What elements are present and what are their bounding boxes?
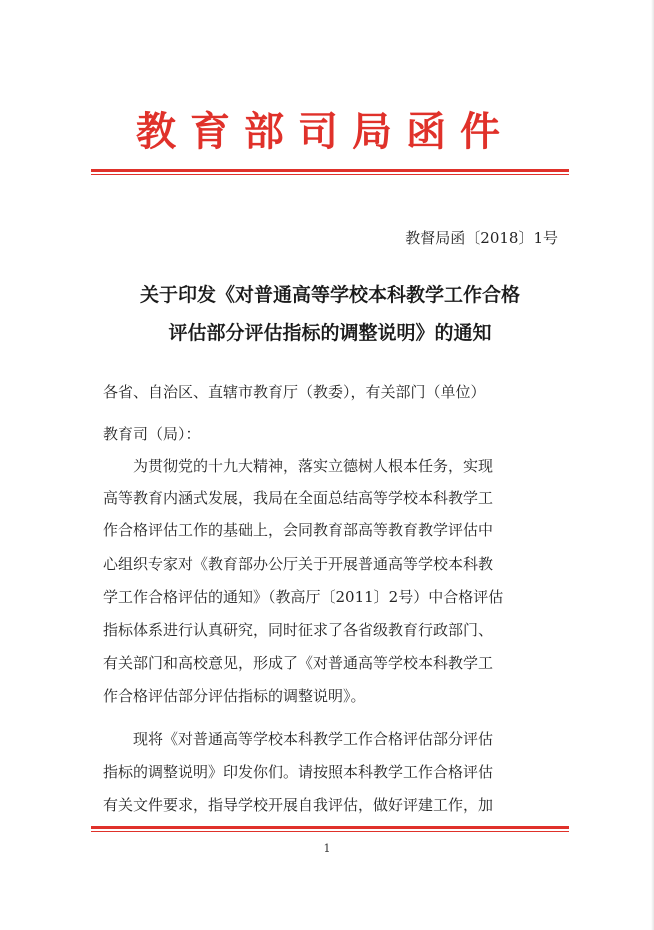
paragraph-1-line-4: 心组织专家对《教育部办公厅关于开展普通高等学校本科教 <box>103 555 494 573</box>
document-title <box>90 276 570 352</box>
paragraph-1-line-7: 有关部门和高校意见，形成了《对普通高等学校本科教学工 <box>103 654 494 672</box>
title-line-2: 评估部分评估指标的调整说明》的通知 <box>168 322 492 344</box>
document-number: 教督局函〔2018〕1号 <box>405 229 558 247</box>
letterhead-rule-thin <box>91 174 569 175</box>
page-number: 1 <box>323 842 331 855</box>
paragraph-1-line-8: 作合格评估部分评估指标的调整说明》。 <box>103 687 366 705</box>
title-line-1: 关于印发《对普通高等学校本科教学工作合格 <box>139 284 520 306</box>
footer-rule-thin <box>91 831 569 832</box>
paragraph-2-line-1: 现将《对普通高等学校本科教学工作合格评估部分评估 <box>133 730 494 748</box>
paragraph-1-line-2: 高等教育内涵式发展，我局在全面总结高等学校本科教学工 <box>103 489 494 507</box>
letterhead-rule-thick <box>91 169 569 172</box>
paragraph-1-line-5: 学工作合格评估的通知》（教高厅〔2011〕2号）中合格评估 <box>103 588 504 606</box>
paragraph-2-line-2: 指标的调整说明》印发你们。请按照本科教学工作合格评估 <box>103 763 494 781</box>
paragraph-1-line-3: 作合格评估工作的基础上，会同教育部高等教育教学评估中 <box>103 521 494 539</box>
footer-rule-thick <box>91 826 569 829</box>
paragraph-2-line-3: 有关文件要求，指导学校开展自我评估，做好评建工作，加 <box>103 796 494 814</box>
paragraph-1-line-6: 指标体系进行认真研究，同时征求了各省级教育行政部门、 <box>103 621 494 639</box>
addressee-line-1: 各省、自治区、直辖市教育厅（教委），有关部门（单位） <box>103 383 486 401</box>
letterhead-title: 教育部司局函件 <box>136 108 514 155</box>
paragraph-1-line-1: 为贯彻党的十九大精神，落实立德树人根本任务，实现 <box>133 457 494 475</box>
addressee-line-2: 教育司（局）： <box>103 425 201 443</box>
